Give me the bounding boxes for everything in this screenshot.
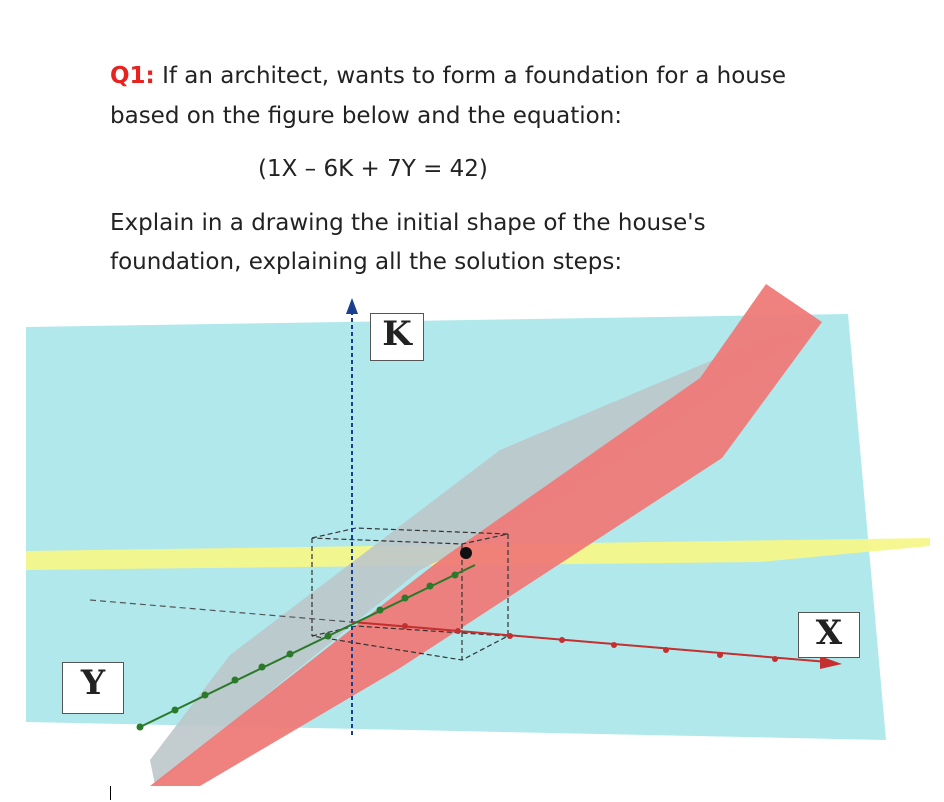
question-label: Q1: <box>110 63 155 89</box>
question-line-1-text: If an architect, wants to form a foundation for a house <box>154 63 786 89</box>
y-axis-label: Y <box>62 662 124 714</box>
text-cursor <box>110 786 111 800</box>
question-line-2: based on the figure below and the equation: <box>110 103 623 129</box>
question-line-5: foundation, explaining all the solution steps: <box>110 249 623 275</box>
equation: (1X – 6K + 7Y = 42) <box>258 156 488 182</box>
x-axis-label: X <box>798 612 860 658</box>
question-line-4: Explain in a drawing the initial shape of the house's <box>110 210 706 236</box>
k-axis-label: K <box>370 313 424 361</box>
